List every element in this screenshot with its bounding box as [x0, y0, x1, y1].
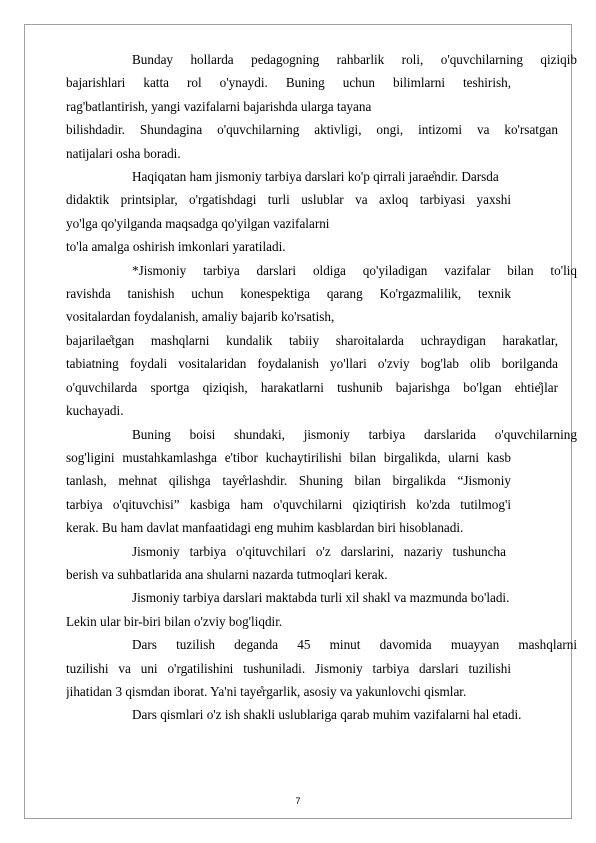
text-line: Buning boisi shundaki, jismoniy tarbiya darslarida o'quvchilarning [132, 426, 577, 442]
text-line: natijalari osha boradi. [66, 145, 181, 161]
text-line: o'quvchilarda sportga qiziqish, harakatlarni tushunib bajarishga bo'lgan ehtie̊jlar [66, 379, 558, 395]
text-line: Jismoniy tarbiya o'qituvchilari o'z darslarini, nazariy tushuncha [132, 543, 506, 559]
document-body [66, 48, 577, 727]
paragraph-7 [66, 633, 577, 703]
text-line: ravishda tanishish uchun konespektiga qarang Ko'rgazmalilik, texnik [66, 286, 511, 302]
text-line: berish va suhbatlarida ana shularni nazarda tutmoqlari kerak. [66, 566, 388, 582]
text-line: tuzilishi va uni o'rgatilishini tushuniladi. Jismoniy tarbiya darslari tuzilishi [66, 660, 511, 676]
text-line: Lekin ular bir-biri bilan o'zviy bog'liqdir. [66, 613, 283, 629]
text-line: Dars tuzilish deganda 45 minut davomida muayyan mashqlarni [132, 637, 577, 653]
text-line: tabiatning foydali vositalaridan foydalanish yo'llari o'zviy bog'lab olib borilganda [66, 356, 558, 372]
text-line: Jismoniy tarbiya darslari maktabda turli xil shakl va mazmunda bo'ladi. [132, 590, 510, 606]
text-line: to'la amalga oshirish imkonlari yaratiladi. [66, 239, 286, 255]
text-line: sog'ligini mustahkamlashga e'tibor kuchaytirilishi bilan birgalikda, ularni kasb [66, 449, 511, 465]
text-line: yo'lga qo'yilganda maqsadga qo'yilgan vazifalarni [66, 215, 330, 231]
text-line: kuchayadi. [66, 403, 124, 419]
text-line: Haqiqatan ham jismoniy tarbiya darslari ko'p qirrali jarae̊ndir. Darsda [132, 169, 499, 185]
text-line: Bunday hollarda pedagogning rahbarlik roli, o'quvchilarning qiziqib [132, 52, 577, 67]
text-line: kerak. Bu ham davlat manfaatidagi eng muhim kasblardan biri hisoblanadi. [66, 520, 464, 536]
text-line: bilishdadir. Shundagina o'quvchilarning aktivligi, ongi, intizomi va ko'rsatgan [66, 122, 558, 138]
page-number: 7 [295, 796, 301, 806]
text-line: jihatidan 3 qismdan iborat. Ya'ni taye̊rgarlik, asosiy va yakunlovchi qismlar. [66, 683, 467, 699]
paragraph-3 [66, 259, 577, 423]
paragraph-8 [66, 703, 558, 726]
paragraph-4 [66, 423, 577, 540]
text-line: *Jismoniy tarbiya darslari oldiga qo'yiladigan vazifalar bilan to'liq [132, 262, 577, 278]
text-line: bajarilae̊tgan mashqlarni kundalik tabiiy sharoitalarda uchraydigan harakatlar, [66, 332, 558, 348]
text-line: tarbiya o'qituvchisi” kasbiga ham o'quvchilarni qiziqtirish ko'zda tutilmog'i [66, 496, 511, 512]
text-line: Dars qismlari o'z ish shakli uslublariga qarab muhim vazifalarni hal etadi. [132, 707, 522, 723]
paragraph-1 [66, 48, 577, 165]
text-line: bajarishlari katta rol o'ynaydi. Buning uchun bilimlarni teshirish, [66, 75, 511, 91]
paragraph-2 [66, 165, 558, 259]
paragraph-6 [66, 586, 558, 633]
text-line: rag'batlantirish, yangi vazifalarni bajarishda ularga tayana [66, 98, 372, 114]
paragraph-5 [66, 540, 558, 587]
text-line: vositalardan foydalanish, amaliy bajarib ko'rsatish, [66, 309, 335, 325]
text-line: didaktik printsiplar, o'rgatishdagi turli uslublar va axloq tarbiyasi yaxshi [66, 192, 511, 208]
text-line: tanlash, mehnat qilishga taye̊rlashdir. Shuning bilan birgalikda “Jismoniy [66, 473, 511, 489]
